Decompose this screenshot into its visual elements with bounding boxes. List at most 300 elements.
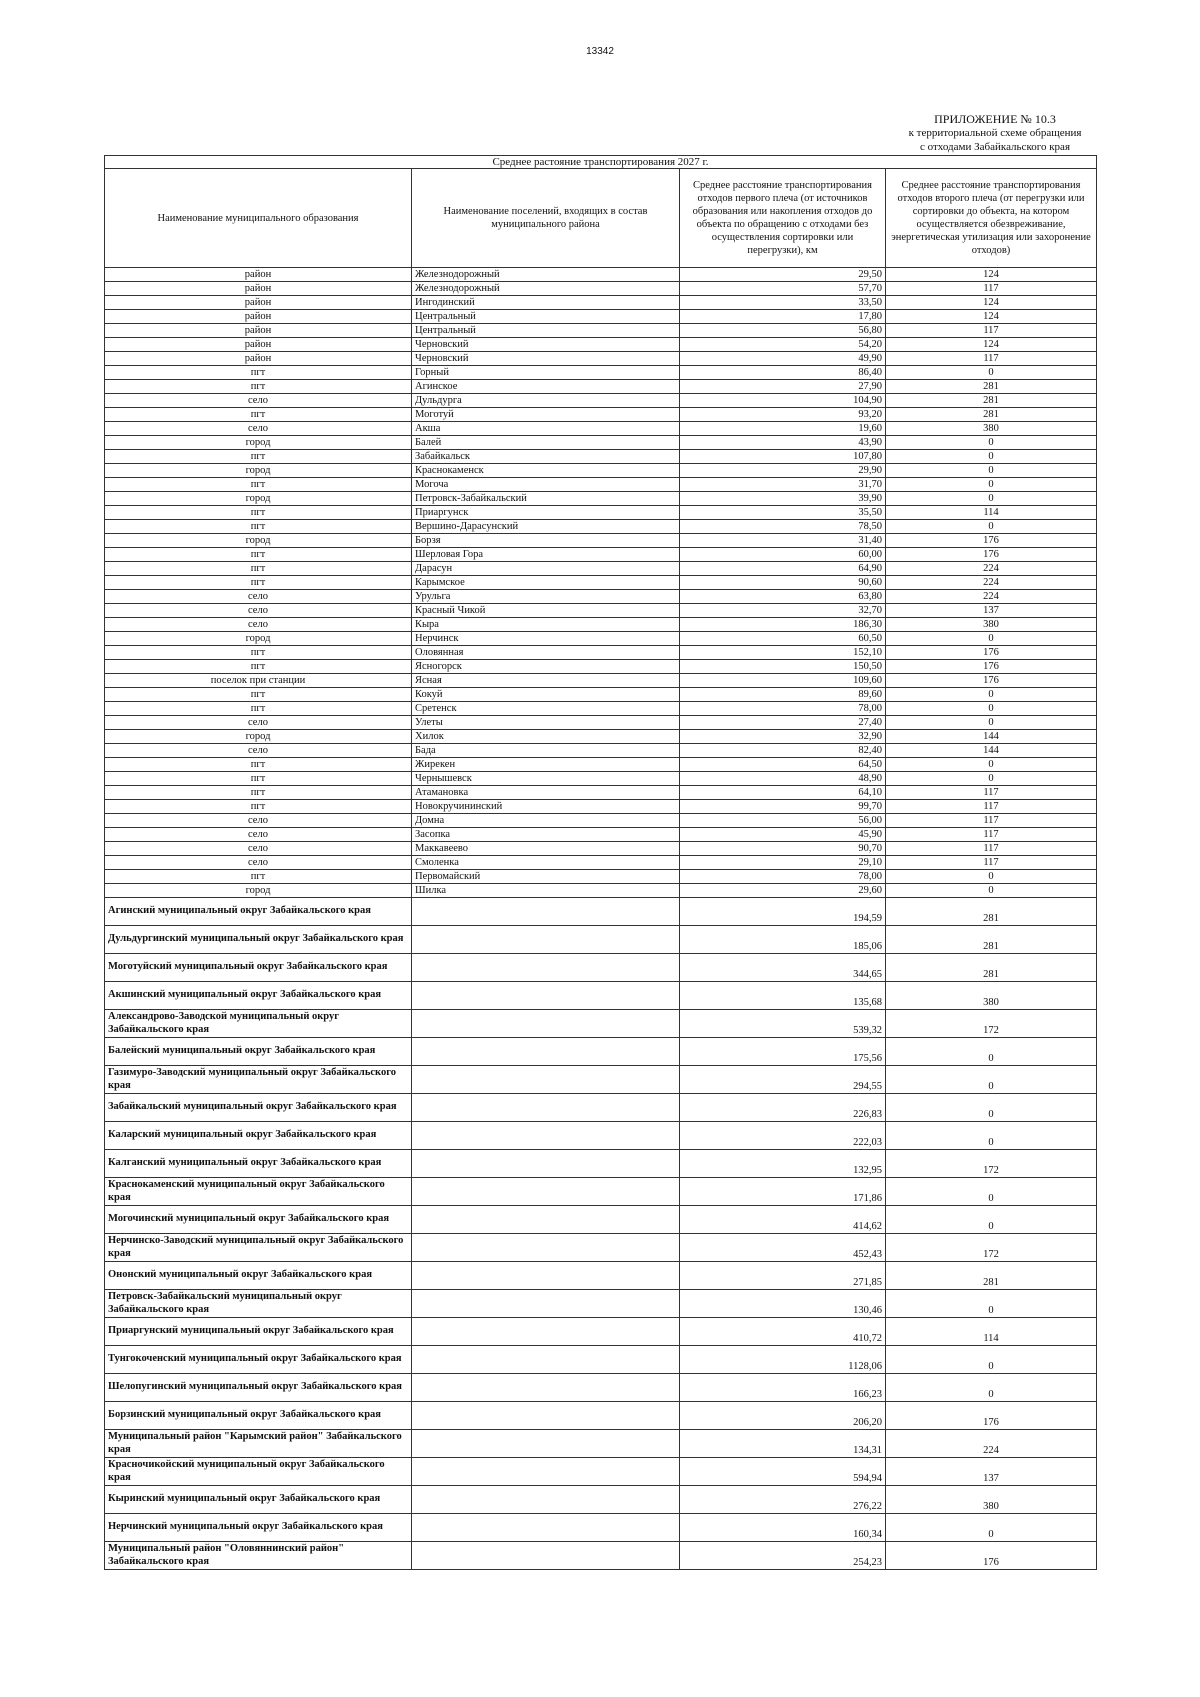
cell-type: Краснокаменский муниципальный округ Забайкальского края — [105, 1178, 412, 1206]
cell-first-leg: 32,90 — [680, 730, 886, 744]
cell-settlement: Первомайский — [412, 870, 680, 884]
cell-second-leg: 0 — [886, 450, 1097, 464]
cell-second-leg: 117 — [886, 842, 1097, 856]
cell-second-leg: 0 — [886, 1374, 1097, 1402]
cell-first-leg: 78,00 — [680, 870, 886, 884]
cell-second-leg: 0 — [886, 1066, 1097, 1094]
cell-second-leg: 0 — [886, 1094, 1097, 1122]
cell-settlement: Шилка — [412, 884, 680, 898]
cell-first-leg: 185,06 — [680, 926, 886, 954]
cell-first-leg: 132,95 — [680, 1150, 886, 1178]
cell-type: пгт — [105, 408, 412, 422]
table-row — [105, 310, 1097, 324]
cell-type: Могочинский муниципальный округ Забайкальского края — [105, 1206, 412, 1234]
table-row — [105, 576, 1097, 590]
cell-type: Александрово-Заводской муниципальный округ Забайкальского края — [105, 1010, 412, 1038]
cell-second-leg: 0 — [886, 366, 1097, 380]
table-row — [105, 856, 1097, 870]
cell-first-leg: 29,90 — [680, 464, 886, 478]
cell-second-leg: 172 — [886, 1234, 1097, 1262]
cell-settlement: Железнодорожный — [412, 282, 680, 296]
district-row — [105, 1290, 1097, 1318]
cell-second-leg: 380 — [886, 982, 1097, 1010]
cell-settlement: Акша — [412, 422, 680, 436]
table-row — [105, 268, 1097, 282]
cell-type: Приаргунский муниципальный округ Забайкальского края — [105, 1318, 412, 1346]
cell-type: пгт — [105, 800, 412, 814]
cell-second-leg: 0 — [886, 464, 1097, 478]
annex-subtitle-2: с отходами Забайкальского края — [920, 141, 1070, 153]
annex-title: ПРИЛОЖЕНИЕ № 10.3 — [934, 112, 1056, 126]
cell-first-leg: 19,60 — [680, 422, 886, 436]
cell-type: Калганский муниципальный округ Забайкальского края — [105, 1150, 412, 1178]
cell-settlement: Моготуй — [412, 408, 680, 422]
cell-second-leg: 114 — [886, 1318, 1097, 1346]
cell-first-leg: 45,90 — [680, 828, 886, 842]
cell-settlement — [412, 1150, 680, 1178]
cell-second-leg: 0 — [886, 1514, 1097, 1542]
cell-settlement: Кыра — [412, 618, 680, 632]
cell-second-leg: 176 — [886, 674, 1097, 688]
table-row — [105, 408, 1097, 422]
cell-first-leg: 32,70 — [680, 604, 886, 618]
cell-type: пгт — [105, 380, 412, 394]
cell-second-leg: 176 — [886, 548, 1097, 562]
cell-settlement — [412, 1066, 680, 1094]
cell-second-leg: 0 — [886, 1038, 1097, 1066]
cell-first-leg: 206,20 — [680, 1402, 886, 1430]
cell-first-leg: 57,70 — [680, 282, 886, 296]
cell-first-leg: 410,72 — [680, 1318, 886, 1346]
table-row — [105, 870, 1097, 884]
cell-first-leg: 29,10 — [680, 856, 886, 870]
cell-settlement: Карымское — [412, 576, 680, 590]
cell-settlement: Урульга — [412, 590, 680, 604]
cell-second-leg: 224 — [886, 562, 1097, 576]
cell-settlement: Ясногорск — [412, 660, 680, 674]
cell-second-leg: 0 — [886, 1346, 1097, 1374]
header-first-leg-distance: Среднее расстояние транспортирования отходов первого плеча (от источников образования или накопления отходов до объекта по обращению с отходами без осуществления сортировки или перегрузки), км — [680, 169, 886, 268]
table-row — [105, 366, 1097, 380]
cell-first-leg: 64,10 — [680, 786, 886, 800]
cell-type: район — [105, 352, 412, 366]
cell-type: пгт — [105, 870, 412, 884]
cell-first-leg: 31,40 — [680, 534, 886, 548]
cell-second-leg: 144 — [886, 744, 1097, 758]
cell-type: село — [105, 590, 412, 604]
district-row — [105, 1038, 1097, 1066]
cell-second-leg: 0 — [886, 688, 1097, 702]
cell-first-leg: 414,62 — [680, 1206, 886, 1234]
cell-settlement — [412, 1262, 680, 1290]
cell-settlement: Черновский — [412, 352, 680, 366]
cell-settlement — [412, 1402, 680, 1430]
cell-settlement: Улеты — [412, 716, 680, 730]
annex-subtitle-1: к территориальной схеме обращения — [908, 127, 1082, 139]
cell-settlement: Чернышевск — [412, 772, 680, 786]
cell-first-leg: 43,90 — [680, 436, 886, 450]
cell-type: пгт — [105, 702, 412, 716]
table-row — [105, 716, 1097, 730]
table-row — [105, 800, 1097, 814]
cell-type: пгт — [105, 688, 412, 702]
district-row — [105, 1318, 1097, 1346]
cell-settlement — [412, 1234, 680, 1262]
cell-second-leg: 137 — [886, 604, 1097, 618]
cell-second-leg: 114 — [886, 506, 1097, 520]
table-row — [105, 464, 1097, 478]
district-row — [105, 1010, 1097, 1038]
cell-first-leg: 160,34 — [680, 1514, 886, 1542]
cell-settlement: Засопка — [412, 828, 680, 842]
cell-second-leg: 281 — [886, 926, 1097, 954]
cell-type: село — [105, 618, 412, 632]
cell-settlement: Борзя — [412, 534, 680, 548]
cell-type: город — [105, 464, 412, 478]
cell-first-leg: 29,50 — [680, 268, 886, 282]
cell-type: село — [105, 422, 412, 436]
district-row — [105, 1346, 1097, 1374]
cell-type: пгт — [105, 478, 412, 492]
cell-first-leg: 82,40 — [680, 744, 886, 758]
cell-settlement — [412, 1206, 680, 1234]
cell-first-leg: 539,32 — [680, 1010, 886, 1038]
cell-first-leg: 56,80 — [680, 324, 886, 338]
cell-type: Балейский муниципальный округ Забайкальского края — [105, 1038, 412, 1066]
cell-second-leg: 0 — [886, 1206, 1097, 1234]
cell-first-leg: 56,00 — [680, 814, 886, 828]
header-second-leg-distance: Среднее расстояние транспортирования отходов второго плеча (от перегрузки или сортировки до объекта, на котором осуществляется обезвреживание, энергетическая утилизация или захоронение отходов) — [886, 169, 1097, 268]
cell-type: Петровск-Забайкальский муниципальный округ Забайкальского края — [105, 1290, 412, 1318]
cell-second-leg: 144 — [886, 730, 1097, 744]
cell-first-leg: 134,31 — [680, 1430, 886, 1458]
table-row — [105, 282, 1097, 296]
cell-first-leg: 78,50 — [680, 520, 886, 534]
cell-settlement — [412, 1122, 680, 1150]
table-row — [105, 674, 1097, 688]
cell-second-leg: 281 — [886, 380, 1097, 394]
cell-type: пгт — [105, 576, 412, 590]
cell-second-leg: 124 — [886, 338, 1097, 352]
cell-settlement — [412, 1486, 680, 1514]
cell-settlement — [412, 1458, 680, 1486]
cell-type: село — [105, 828, 412, 842]
cell-second-leg: 176 — [886, 534, 1097, 548]
cell-type: пгт — [105, 506, 412, 520]
cell-type: район — [105, 324, 412, 338]
cell-type: пгт — [105, 646, 412, 660]
cell-second-leg: 0 — [886, 716, 1097, 730]
cell-second-leg: 281 — [886, 394, 1097, 408]
district-row — [105, 1262, 1097, 1290]
district-row — [105, 1094, 1097, 1122]
table-row — [105, 730, 1097, 744]
cell-type: пгт — [105, 772, 412, 786]
cell-settlement — [412, 1430, 680, 1458]
cell-second-leg: 0 — [886, 884, 1097, 898]
cell-type: Нерчинский муниципальный округ Забайкальского края — [105, 1514, 412, 1542]
cell-first-leg: 344,65 — [680, 954, 886, 982]
cell-type: село — [105, 842, 412, 856]
cell-second-leg: 281 — [886, 954, 1097, 982]
cell-first-leg: 109,60 — [680, 674, 886, 688]
table-row — [105, 338, 1097, 352]
cell-type: Муниципальный район "Оловяннинский район" Забайкальского края — [105, 1542, 412, 1570]
cell-settlement: Дульдурга — [412, 394, 680, 408]
cell-settlement — [412, 1318, 680, 1346]
cell-first-leg: 31,70 — [680, 478, 886, 492]
cell-second-leg: 380 — [886, 618, 1097, 632]
cell-first-leg: 60,00 — [680, 548, 886, 562]
cell-first-leg: 130,46 — [680, 1290, 886, 1318]
cell-second-leg: 117 — [886, 814, 1097, 828]
cell-type: город — [105, 884, 412, 898]
table-row — [105, 436, 1097, 450]
district-row — [105, 1458, 1097, 1486]
cell-settlement: Забайкальск — [412, 450, 680, 464]
table-row — [105, 660, 1097, 674]
table-row — [105, 702, 1097, 716]
cell-second-leg: 281 — [886, 408, 1097, 422]
cell-second-leg: 0 — [886, 520, 1097, 534]
cell-first-leg: 60,50 — [680, 632, 886, 646]
cell-settlement: Агинское — [412, 380, 680, 394]
cell-second-leg: 224 — [886, 1430, 1097, 1458]
cell-settlement — [412, 926, 680, 954]
table-row — [105, 618, 1097, 632]
cell-type: село — [105, 814, 412, 828]
table-row — [105, 758, 1097, 772]
cell-settlement: Черновский — [412, 338, 680, 352]
cell-second-leg: 176 — [886, 1402, 1097, 1430]
cell-first-leg: 29,60 — [680, 884, 886, 898]
cell-first-leg: 294,55 — [680, 1066, 886, 1094]
cell-type: Борзинский муниципальный округ Забайкальского края — [105, 1402, 412, 1430]
cell-type: пгт — [105, 366, 412, 380]
cell-first-leg: 99,70 — [680, 800, 886, 814]
cell-second-leg: 0 — [886, 1122, 1097, 1150]
cell-first-leg: 166,23 — [680, 1374, 886, 1402]
cell-second-leg: 0 — [886, 492, 1097, 506]
table-row — [105, 324, 1097, 338]
cell-first-leg: 86,40 — [680, 366, 886, 380]
cell-type: город — [105, 534, 412, 548]
cell-settlement — [412, 898, 680, 926]
cell-second-leg: 124 — [886, 310, 1097, 324]
cell-settlement — [412, 1374, 680, 1402]
cell-type: Шелопугинский муниципальный округ Забайкальского края — [105, 1374, 412, 1402]
cell-settlement: Атамановка — [412, 786, 680, 800]
cell-second-leg: 0 — [886, 436, 1097, 450]
cell-first-leg: 64,90 — [680, 562, 886, 576]
table-row — [105, 646, 1097, 660]
cell-second-leg: 0 — [886, 758, 1097, 772]
cell-type: Газимуро-Заводский муниципальный округ Забайкальского края — [105, 1066, 412, 1094]
cell-type: Ононский муниципальный округ Забайкальского края — [105, 1262, 412, 1290]
cell-first-leg: 594,94 — [680, 1458, 886, 1486]
cell-first-leg: 90,70 — [680, 842, 886, 856]
cell-type: пгт — [105, 520, 412, 534]
cell-first-leg: 49,90 — [680, 352, 886, 366]
cell-first-leg: 107,80 — [680, 450, 886, 464]
district-row — [105, 1402, 1097, 1430]
table-row — [105, 520, 1097, 534]
cell-type: поселок при станции — [105, 674, 412, 688]
cell-type: Агинский муниципальный округ Забайкальского края — [105, 898, 412, 926]
cell-settlement: Жирекен — [412, 758, 680, 772]
cell-settlement — [412, 1514, 680, 1542]
cell-settlement: Бада — [412, 744, 680, 758]
table-row — [105, 422, 1097, 436]
cell-settlement — [412, 982, 680, 1010]
cell-second-leg: 117 — [886, 282, 1097, 296]
cell-settlement: Вершино-Дарасунский — [412, 520, 680, 534]
cell-settlement — [412, 1290, 680, 1318]
cell-type: город — [105, 492, 412, 506]
cell-type: село — [105, 394, 412, 408]
cell-type: город — [105, 436, 412, 450]
cell-settlement: Центральный — [412, 310, 680, 324]
table-row — [105, 296, 1097, 310]
district-row — [105, 1514, 1097, 1542]
table-row — [105, 786, 1097, 800]
table-row — [105, 604, 1097, 618]
cell-second-leg: 380 — [886, 422, 1097, 436]
table-row — [105, 506, 1097, 520]
cell-settlement: Ясная — [412, 674, 680, 688]
cell-first-leg: 152,10 — [680, 646, 886, 660]
cell-settlement: Железнодорожный — [412, 268, 680, 282]
cell-second-leg: 117 — [886, 828, 1097, 842]
cell-settlement — [412, 1178, 680, 1206]
district-row — [105, 1486, 1097, 1514]
cell-second-leg: 0 — [886, 870, 1097, 884]
cell-settlement: Новокручининский — [412, 800, 680, 814]
cell-second-leg: 117 — [886, 786, 1097, 800]
cell-type: Забайкальский муниципальный округ Забайкальского края — [105, 1094, 412, 1122]
cell-type: Дульдургинский муниципальный округ Забайкальского края — [105, 926, 412, 954]
table-row — [105, 478, 1097, 492]
cell-first-leg: 17,80 — [680, 310, 886, 324]
cell-first-leg: 93,20 — [680, 408, 886, 422]
cell-settlement: Дарасун — [412, 562, 680, 576]
table-caption: Среднее растояние транспортирования 2027 г. — [105, 156, 1097, 169]
cell-type: Каларский муниципальный округ Забайкальского края — [105, 1122, 412, 1150]
cell-second-leg: 124 — [886, 296, 1097, 310]
cell-type: пгт — [105, 660, 412, 674]
cell-type: Нерчинско-Заводский муниципальный округ Забайкальского края — [105, 1234, 412, 1262]
cell-second-leg: 380 — [886, 1486, 1097, 1514]
cell-second-leg: 281 — [886, 1262, 1097, 1290]
cell-type: город — [105, 632, 412, 646]
cell-type: село — [105, 716, 412, 730]
cell-type: Муниципальный район "Карымский район" Забайкальского края — [105, 1430, 412, 1458]
cell-settlement — [412, 1346, 680, 1374]
cell-second-leg: 176 — [886, 1542, 1097, 1570]
cell-second-leg: 172 — [886, 1010, 1097, 1038]
district-row — [105, 898, 1097, 926]
cell-type: Кыринский муниципальный округ Забайкальского края — [105, 1486, 412, 1514]
cell-type: село — [105, 744, 412, 758]
cell-settlement — [412, 1038, 680, 1066]
cell-second-leg: 176 — [886, 660, 1097, 674]
cell-second-leg: 0 — [886, 478, 1097, 492]
cell-first-leg: 175,56 — [680, 1038, 886, 1066]
page-number: 13342 — [586, 46, 614, 57]
cell-settlement — [412, 1542, 680, 1570]
table-row — [105, 688, 1097, 702]
cell-second-leg: 0 — [886, 772, 1097, 786]
table-row — [105, 380, 1097, 394]
cell-settlement: Краснокаменск — [412, 464, 680, 478]
district-row — [105, 926, 1097, 954]
cell-type: район — [105, 296, 412, 310]
cell-type: пгт — [105, 548, 412, 562]
cell-type: район — [105, 310, 412, 324]
cell-type: село — [105, 856, 412, 870]
cell-first-leg: 35,50 — [680, 506, 886, 520]
district-row — [105, 1122, 1097, 1150]
cell-type: Красночикойский муниципальный округ Забайкальского края — [105, 1458, 412, 1486]
cell-settlement — [412, 1094, 680, 1122]
cell-second-leg: 224 — [886, 590, 1097, 604]
cell-settlement: Красный Чикой — [412, 604, 680, 618]
cell-type: Моготуйский муниципальный округ Забайкальского края — [105, 954, 412, 982]
cell-first-leg: 54,20 — [680, 338, 886, 352]
district-row — [105, 1430, 1097, 1458]
cell-first-leg: 27,40 — [680, 716, 886, 730]
cell-type: село — [105, 604, 412, 618]
cell-second-leg: 0 — [886, 1178, 1097, 1206]
cell-first-leg: 452,43 — [680, 1234, 886, 1262]
cell-first-leg: 276,22 — [680, 1486, 886, 1514]
table-body — [105, 268, 1097, 1570]
cell-settlement: Горный — [412, 366, 680, 380]
cell-settlement: Маккавеево — [412, 842, 680, 856]
cell-type: район — [105, 268, 412, 282]
cell-settlement: Нерчинск — [412, 632, 680, 646]
cell-type: пгт — [105, 450, 412, 464]
cell-settlement: Смоленка — [412, 856, 680, 870]
table-row — [105, 828, 1097, 842]
cell-first-leg: 135,68 — [680, 982, 886, 1010]
table-row — [105, 394, 1097, 408]
district-row — [105, 1374, 1097, 1402]
cell-first-leg: 150,50 — [680, 660, 886, 674]
cell-second-leg: 0 — [886, 632, 1097, 646]
cell-type: район — [105, 282, 412, 296]
table-row — [105, 450, 1097, 464]
cell-type: город — [105, 730, 412, 744]
cell-first-leg: 171,86 — [680, 1178, 886, 1206]
table-row — [105, 548, 1097, 562]
cell-first-leg: 194,59 — [680, 898, 886, 926]
district-row — [105, 982, 1097, 1010]
cell-second-leg: 172 — [886, 1150, 1097, 1178]
cell-settlement: Приаргунск — [412, 506, 680, 520]
cell-first-leg: 78,00 — [680, 702, 886, 716]
cell-settlement: Петровск-Забайкальский — [412, 492, 680, 506]
cell-first-leg: 222,03 — [680, 1122, 886, 1150]
cell-type: пгт — [105, 562, 412, 576]
table-row — [105, 632, 1097, 646]
cell-second-leg: 281 — [886, 898, 1097, 926]
cell-second-leg: 117 — [886, 856, 1097, 870]
table-row — [105, 814, 1097, 828]
district-row — [105, 1150, 1097, 1178]
table-row — [105, 352, 1097, 366]
cell-settlement: Сретенск — [412, 702, 680, 716]
